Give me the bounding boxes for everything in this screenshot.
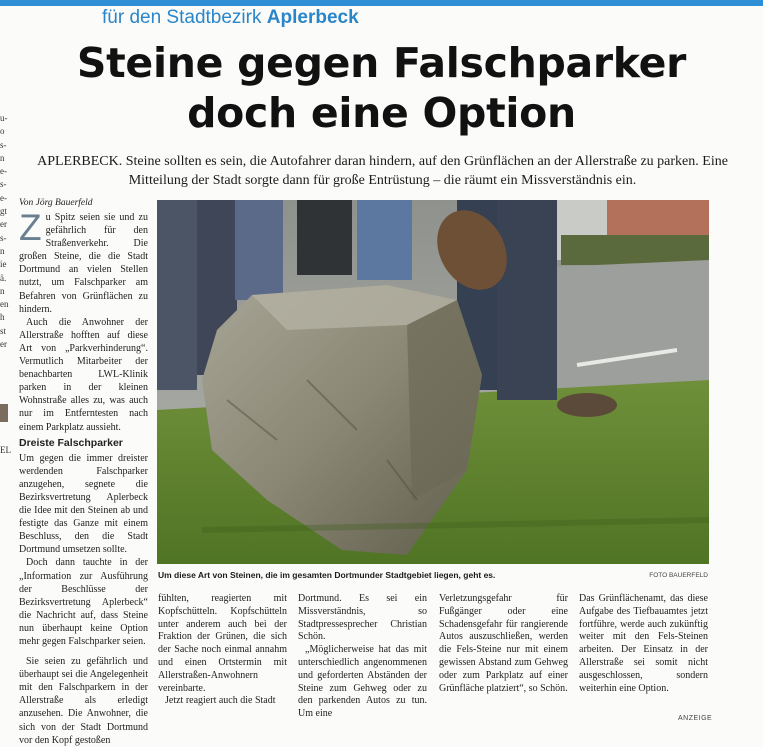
paragraph: Sie seien zu gefährlich und überhaupt sei die Angelegenheit mit den Falschparkern in der Allerstraße als erledigt anzusehen. Die Anwohner, die sich von der Stadt Dortmund vor den Kopf gestoßen bbox=[19, 656, 148, 746]
drop-cap: Z bbox=[19, 207, 42, 248]
fragment-line bbox=[0, 351, 12, 364]
fragment-line: er bbox=[0, 219, 7, 230]
fragment-line bbox=[0, 431, 12, 444]
paragraph: Das Grünflächenamt, das diese Aufgabe des Tiefbauamtes jetzt fortführe, werde auch zukünftig weiter mit den Fels-Steinen arbeiten. Der Einsatz in der Allerstraße sei somit nicht ausgeschlossen, sondern weiterhin eine Option. bbox=[579, 593, 708, 694]
paragraph: „Möglicherweise hat das mit unterschiedlich angenommenen und geforderten Abständen der Steine zum Gehweg oder zu den parkenden Autos zu tun. Um eine bbox=[298, 644, 427, 720]
fragment-line: ä. bbox=[0, 272, 7, 283]
section-district: Aplerbeck bbox=[266, 7, 359, 28]
paragraph: Dortmund. Es sei ein Missverständnis, so Stadtpressesprecher Christian Schön. bbox=[298, 593, 427, 643]
top-color-bar bbox=[0, 0, 763, 6]
article-column-5 bbox=[579, 593, 708, 695]
fragment-line: en bbox=[0, 299, 9, 310]
article-photo-boulder bbox=[157, 200, 709, 564]
photo-caption: Um diese Art von Steinen, die im gesamten Dortmunder Stadtgebiet liegen, geht es. bbox=[158, 570, 496, 580]
fragment-line: u- bbox=[0, 113, 8, 123]
fragment-line bbox=[0, 391, 12, 404]
fragment-line: er bbox=[0, 339, 7, 350]
paragraph: fühlten, reagierten mit Kopfschütteln. Kopfschütteln unter anderem auch bei der Fraktion der Grünen, die sich der Sache noch einmal annahm und einen Ortstermin mit Allerstraßen-Anwohnern vereinbarte. bbox=[158, 593, 287, 694]
fragment-line: s- bbox=[0, 232, 7, 243]
fragment-line: s- bbox=[0, 179, 7, 190]
photo-credit: FOTO BAUERFELD bbox=[649, 572, 708, 579]
fragment-line: st bbox=[0, 325, 7, 336]
paragraph: Zu Spitz seien sie und zu gefährlich für den Straßenverkehr. Die großen Steine, die die Stadt Dortmund an vielen Stellen nutzt, um Falschparker am Befahren von Grünflächen zu hindern. bbox=[19, 207, 148, 315]
fragment-line: s- bbox=[0, 139, 7, 150]
headline-line-2: doch eine Option bbox=[187, 89, 576, 137]
fragment-line: e- bbox=[0, 166, 7, 177]
fragment-line: e- bbox=[0, 192, 7, 203]
fragment-line bbox=[0, 365, 12, 378]
subheading: Dreiste Falschparker bbox=[19, 436, 123, 449]
article-column-2 bbox=[158, 593, 287, 708]
fragment-line: n bbox=[0, 285, 5, 296]
article-column-1 bbox=[19, 207, 148, 747]
paragraph: Um gegen die immer dreister werdenden Falschparker anzugehen, segnete die Bezirksvertretung Aplerbeck die Idee mit den Steinen ab und festigte das Ganze mit einem Beschluss, den die Stadt Dortmund umsetzen sollte. bbox=[19, 452, 148, 556]
advertisement-tag: ANZEIGE bbox=[678, 715, 713, 722]
section-label bbox=[102, 7, 359, 29]
article-column-3 bbox=[298, 593, 427, 721]
paragraph: Jetzt reagiert auch die Stadt bbox=[165, 695, 276, 707]
adjacent-photo-fragment bbox=[0, 404, 8, 422]
fragment-line: ie bbox=[0, 259, 7, 270]
byline: Von Jörg Bauerfeld bbox=[19, 198, 93, 208]
fragment-line: n bbox=[0, 245, 5, 256]
lead-paragraph: APLERBECK. Steine sollten es sein, die Autofahrer daran hindern, auf den Grünflächen an der Allerstraße zu parken. Eine Mitteilung der Stadt sorgte dann für große Entrüstung – die räumt ein Missverständnis ein. bbox=[37, 154, 728, 188]
paragraph: Auch die Anwohner der Allerstraße hofften auf diese Art von „Parkverhinderung“. Vermutlich Mitarbeiter der benachbarten LWL-Klinik parken in der kleinen Wohnstraße alles zu, was auch nur im Entferntesten nach einem Parkplatz aussieht. bbox=[19, 316, 148, 433]
fragment-line: gt bbox=[0, 206, 8, 217]
headline bbox=[0, 38, 763, 138]
article-column-4 bbox=[439, 593, 568, 695]
fragment-line: o bbox=[0, 126, 5, 137]
paragraph: Verletzungsgefahr für Fußgänger oder eine Schadensgefahr für rangierende Autos auszuschließen, werden die Fels-Steine nur mit einem gewissen Abstand zum Gehweg oder zum Parkplatz auf einer Grünfläche platziert“, so Schön. bbox=[439, 593, 568, 694]
fragment-line: n bbox=[0, 152, 5, 163]
paragraph: Doch dann tauchte in der „Information zur Ausführung der Beschlüsse der Bezirksvertretung Aplerbeck“ die Nachricht auf, dass Steine nun überhaupt keine Option mehr gegen Falschparker seien. bbox=[19, 557, 148, 647]
adjacent-article-fragment bbox=[0, 112, 12, 612]
headline-line-1: Steine gegen Falschparker bbox=[76, 39, 687, 87]
fragment-line bbox=[0, 378, 12, 391]
fragment-line: EL bbox=[0, 445, 11, 456]
section-prefix: für den Stadtbezirk bbox=[102, 7, 262, 28]
fragment-line: h bbox=[0, 312, 5, 323]
